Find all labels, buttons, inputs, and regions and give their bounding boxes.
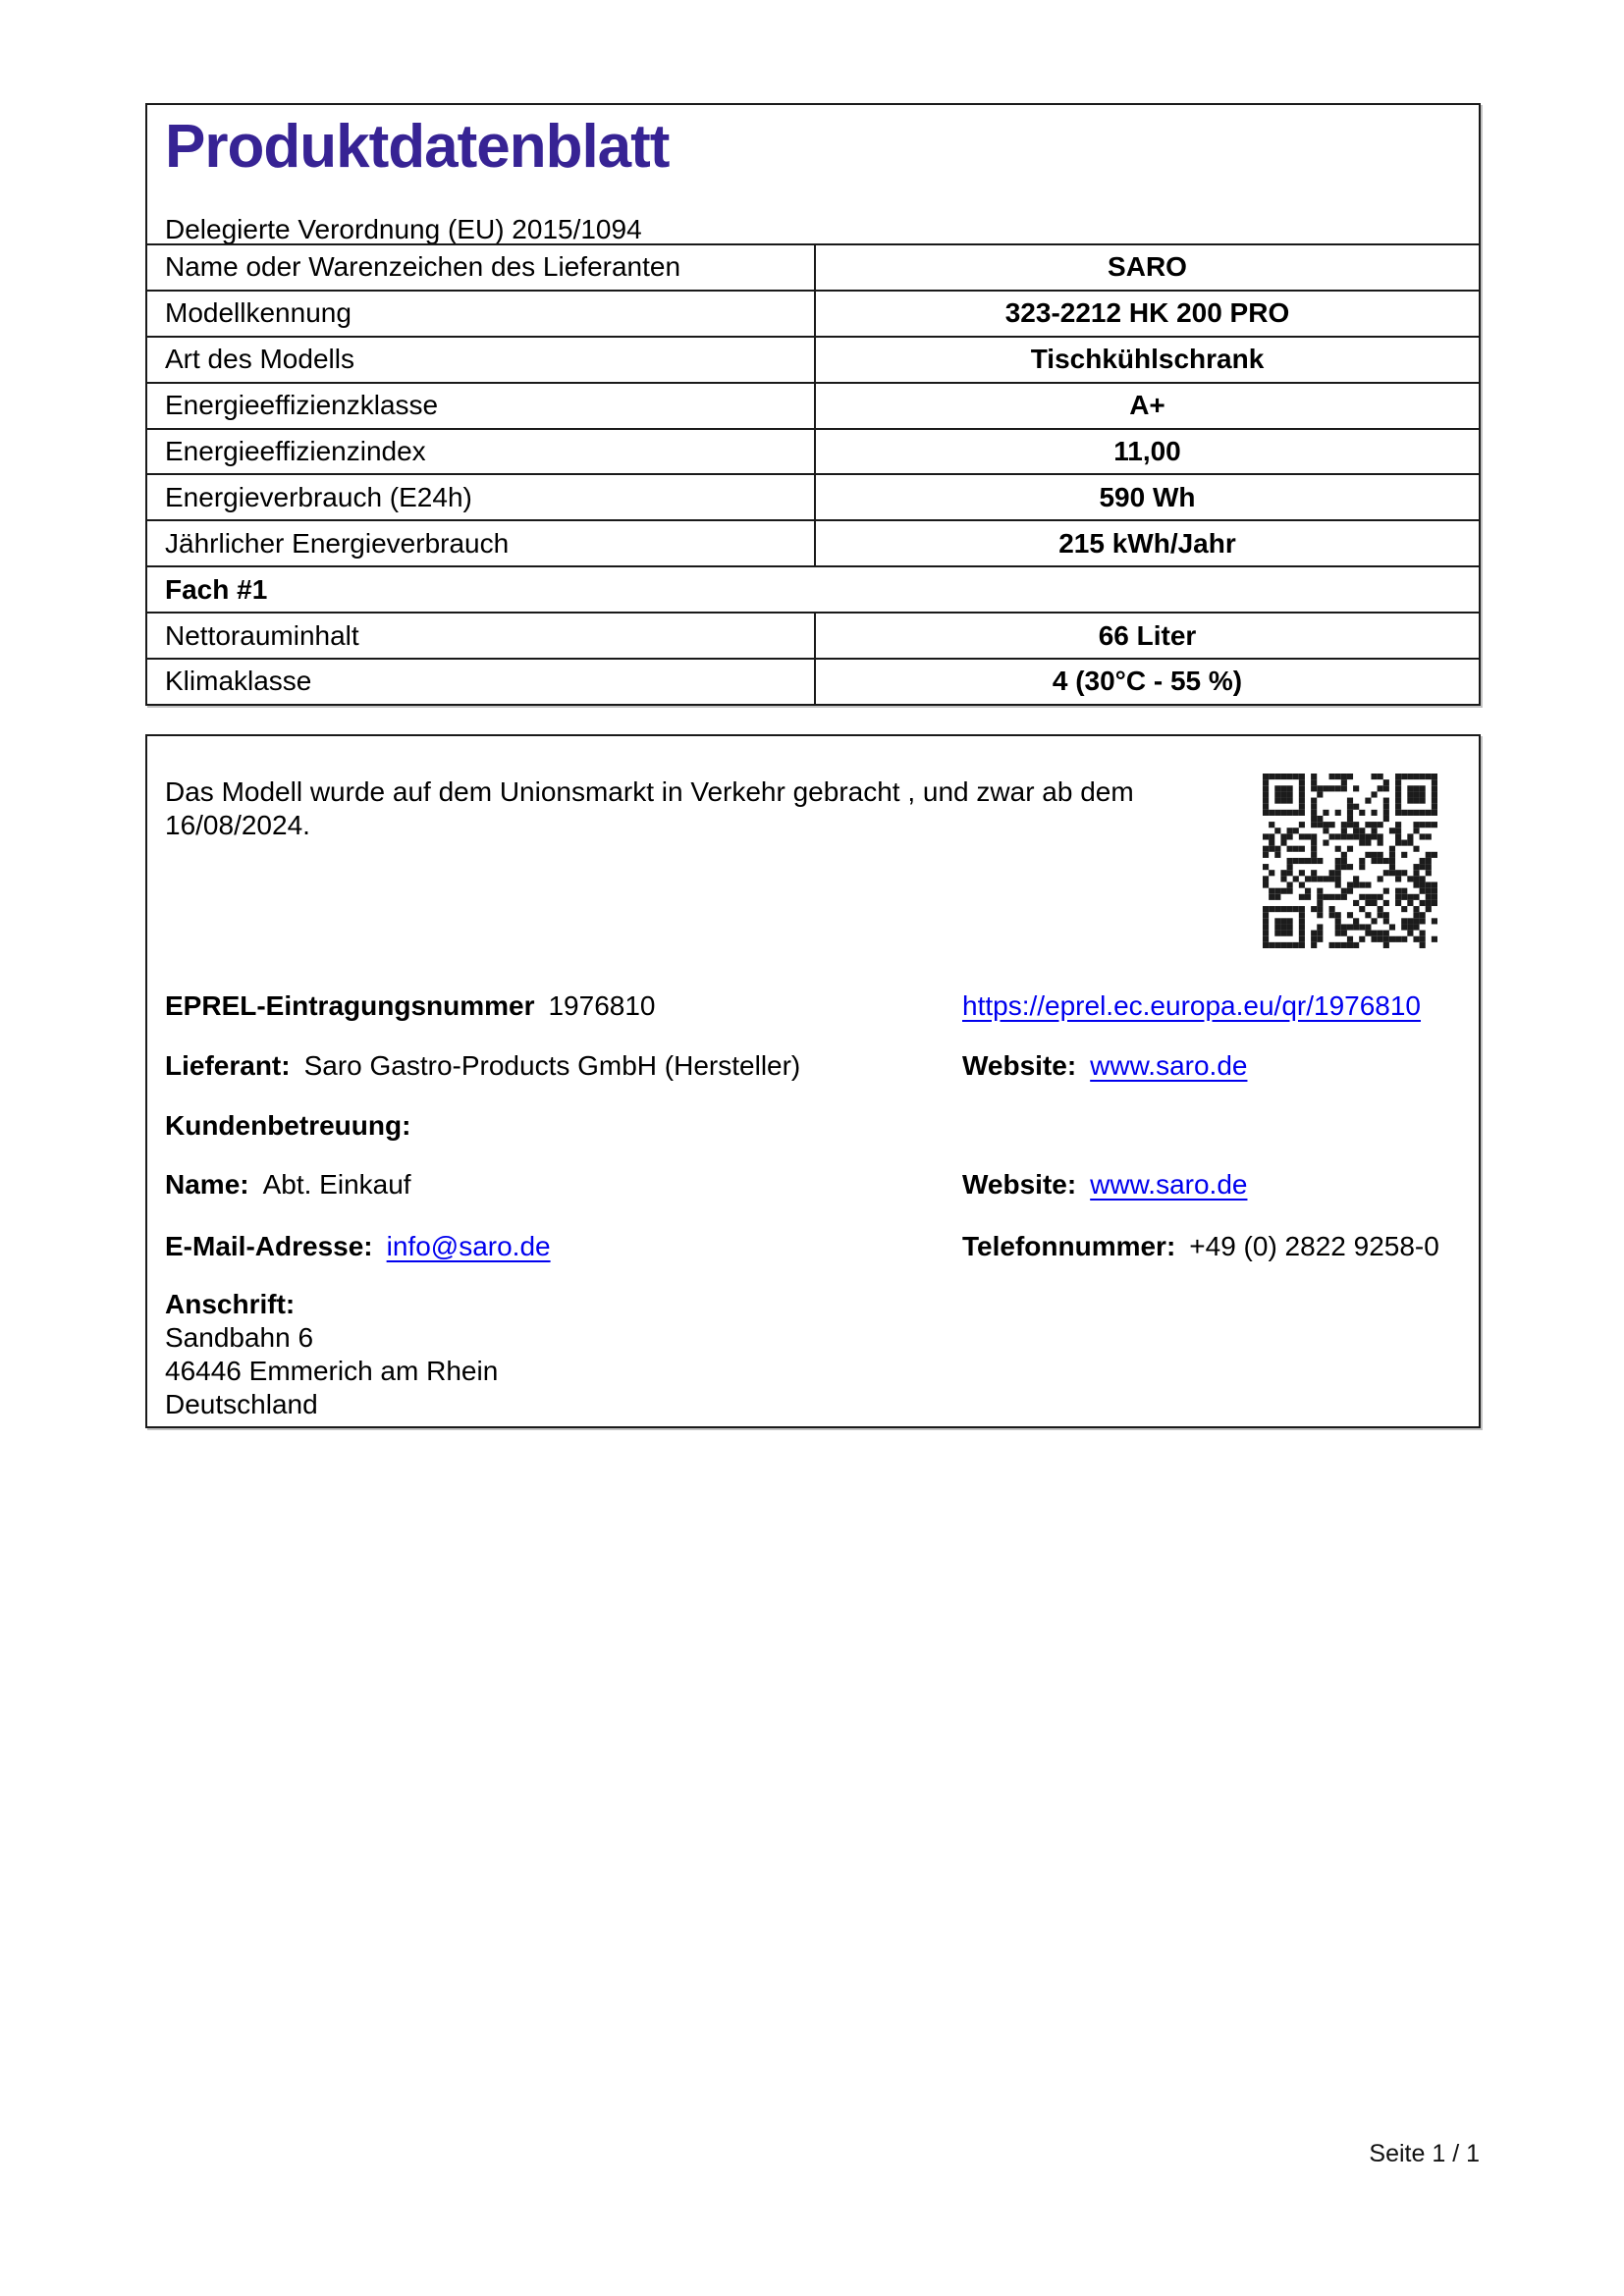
row-value: SARO [814,245,1479,290]
support-heading-line [147,1110,1479,1146]
address-heading: Anschrift: [165,1289,296,1319]
regulation-subtitle: Delegierte Verordnung (EU) 2015/1094 [165,214,642,243]
phone-label: Telefonnummer: [962,1231,1176,1261]
phone-number: +49 (0) 2822 9258-0 [1189,1231,1439,1261]
supplier-name: Saro Gastro-Products GmbH (Hersteller) [303,1050,801,1081]
eprel-number: 1976810 [548,990,656,1021]
email-link[interactable]: info@saro.de [386,1231,551,1261]
address-line: Deutschland [165,1389,318,1419]
eprel-line [147,990,1479,1026]
website-link[interactable]: www.saro.de [1090,1050,1248,1081]
row-label: Art des Modells [165,344,354,375]
row-label: Energieeffizienzindex [165,436,426,466]
row-label: Modellkennung [165,297,352,329]
section-label: Fach #1 [165,573,268,605]
page-number: Seite 1 / 1 [1369,2140,1480,2167]
supplier-info-box [145,734,1481,1428]
contact-name: Abt. Einkauf [262,1169,411,1200]
row-value: A+ [814,384,1479,428]
row-value: 590 Wh [814,475,1479,519]
qr-code [1263,774,1437,948]
spec-row-energy-consumption-24h [147,473,1479,519]
table-header-cell [147,105,1479,243]
row-label: Klimaklasse [165,666,312,697]
row-value: 4 (30°C - 55 %) [814,660,1479,704]
row-label: Energieverbrauch (E24h) [165,481,472,512]
row-value: 66 Liter [814,614,1479,658]
email-label: E-Mail-Adresse: [165,1231,373,1261]
eprel-label: EPREL-Eintragungsnummer [165,990,535,1021]
row-value: Tischkühlschrank [814,338,1479,382]
row-value: 11,00 [814,430,1479,474]
spec-row-compartment-header [147,565,1479,612]
market-statement: Das Modell wurde auf dem Unionsmarkt in Verkehr gebracht , und zwar ab dem 16/08/2024. [165,776,1134,840]
supplier-line [147,1050,1479,1086]
spec-row-climate-class [147,658,1479,704]
row-value: 323-2212 HK 200 PRO [814,292,1479,336]
eprel-link[interactable]: https://eprel.ec.europa.eu/qr/1976810 [962,990,1422,1021]
address-block [165,1288,498,1421]
spec-row-brand [147,243,1479,290]
row-label: Name oder Warenzeichen des Lieferanten [165,251,681,283]
website-link[interactable]: www.saro.de [1090,1169,1248,1200]
spec-row-energy-index [147,428,1479,474]
page-title: Produktdatenblatt [165,113,670,181]
row-value: 215 kWh/Jahr [814,521,1479,565]
address-line: 46446 Emmerich am Rhein [165,1356,499,1386]
support-heading: Kundenbetreuung: [165,1110,411,1141]
website-label: Website: [962,1169,1077,1200]
row-label: Jährlicher Energieverbrauch [165,527,510,559]
spec-row-annual-energy [147,519,1479,565]
website-label: Website: [962,1050,1077,1081]
spec-row-energy-class [147,382,1479,428]
spec-row-type [147,336,1479,382]
row-label: Nettorauminhalt [165,619,359,651]
contact-name-line [147,1169,1479,1204]
product-spec-table [145,103,1481,706]
contact-name-label: Name: [165,1169,249,1200]
email-line [147,1231,1479,1266]
spec-row-net-volume [147,612,1479,658]
spec-row-model [147,290,1479,336]
row-label: Energieeffizienzklasse [165,390,439,421]
address-line: Sandbahn 6 [165,1322,314,1353]
supplier-label: Lieferant: [165,1050,291,1081]
